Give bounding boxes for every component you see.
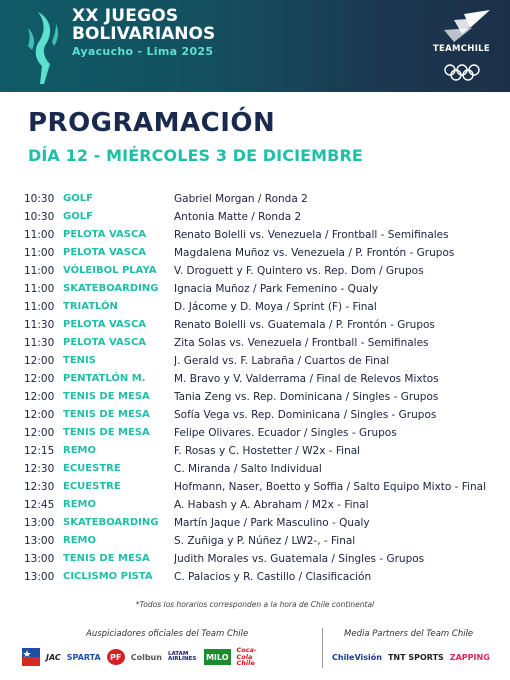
schedule-event: Renato Bolelli vs. Guatemala / P. Frontón - Grupos (174, 319, 435, 331)
games-title-line3: Ayacucho - Lima 2025 (72, 45, 214, 58)
schedule-event: Zita Solas vs. Venezuela / Frontball - Semifinales (174, 337, 429, 349)
schedule-time: 13:00 (24, 553, 55, 565)
schedule-time: 12:30 (24, 463, 55, 475)
schedule-event: Felipe Olivares. Ecuador / Singles - Grupos (174, 427, 397, 439)
schedule-sport: REMO (63, 499, 96, 510)
schedule-sport: TENIS DE MESA (63, 553, 150, 564)
schedule-sport: PENTATLÓN M. (63, 373, 146, 384)
schedule-event: J. Gerald vs. F. Labraña / Cuartos de Final (174, 355, 390, 367)
sponsor-logo-milo: MILO (204, 649, 231, 665)
schedule-event: C. Palacios y R. Castillo / Clasificación (174, 571, 372, 583)
schedule-event: Antonia Matte / Ronda 2 (174, 211, 302, 223)
schedule-row (24, 190, 494, 208)
schedule-time: 12:45 (24, 499, 55, 511)
official-sponsors-label: Auspiciadores oficiales del Team Chile (86, 629, 249, 639)
schedule-row (24, 496, 494, 514)
games-title (72, 8, 215, 57)
schedule-time: 12:00 (24, 355, 55, 367)
schedule-row (24, 514, 494, 532)
teamchile-label: TEAMCHILE (432, 44, 490, 54)
schedule-time: 11:00 (24, 283, 55, 295)
day-subtitle: DÍA 12 - MIÉRCOLES 3 DE DICIEMBRE (28, 146, 363, 165)
schedule-event: Tania Zeng vs. Rep. Dominicana / Singles - Grupos (174, 391, 439, 403)
schedule-row (24, 460, 494, 478)
schedule-row (24, 298, 494, 316)
media-partners-label: Media Partners del Team Chile (344, 629, 474, 639)
schedule-time: 12:00 (24, 409, 55, 421)
schedule-row (24, 280, 494, 298)
media-logo-zapping: ZAPPING (449, 652, 490, 662)
schedule-sport: PELOTA VASCA (63, 247, 147, 258)
schedule-time: 12:00 (24, 391, 55, 403)
footnote: *Todos los horarios corresponden a la hora de Chile continental (135, 600, 375, 609)
schedule-sport: ECUESTRE (63, 481, 121, 492)
schedule-row (24, 226, 494, 244)
sponsor-logo-colbun: Colbun (130, 652, 162, 662)
schedule-event: Gabriel Morgan / Ronda 2 (174, 193, 308, 205)
schedule-time: 12:30 (24, 481, 55, 493)
schedule-sport: SKATEBOARDING (63, 517, 159, 528)
schedule-event: Ignacia Muñoz / Park Femenino - Qualy (174, 283, 379, 295)
sponsor-logo-cocacola: Coca-Cola Chile (236, 646, 257, 668)
schedule-sport: TENIS DE MESA (63, 391, 150, 402)
schedule-row (24, 262, 494, 280)
schedule-time: 12:00 (24, 427, 55, 439)
schedule-event: M. Bravo y V. Valderrama / Final de Relevos Mixtos (174, 373, 439, 385)
schedule-row (24, 568, 494, 586)
schedule-sport: TENIS (63, 355, 96, 366)
schedule-event: A. Habash y A. Abraham / M2x - Final (174, 499, 369, 511)
schedule-row (24, 478, 494, 496)
schedule-sport: VÓLEIBOL PLAYA (63, 265, 157, 276)
header-banner (0, 0, 510, 92)
schedule-row (24, 334, 494, 352)
schedule-event: Martín Jaque / Park Masculino - Qualy (174, 517, 370, 529)
schedule-row (24, 550, 494, 568)
schedule-sport: PELOTA VASCA (63, 319, 147, 330)
schedule-time: 12:00 (24, 373, 55, 385)
schedule-event: D. Jácome y D. Moya / Sprint (F) - Final (174, 301, 377, 313)
schedule-event: Renato Bolelli vs. Venezuela / Frontball - Semifinales (174, 229, 449, 241)
schedule-sport: TENIS DE MESA (63, 427, 150, 438)
schedule-row (24, 406, 494, 424)
games-title-line2: BOLIVARIANOS (72, 24, 216, 44)
schedule-row (24, 442, 494, 460)
schedule-event: Hofmann, Naser, Boetto y Soffia / Salto Equipo Mixto - Final (174, 481, 486, 493)
schedule-sport: PELOTA VASCA (63, 337, 147, 348)
schedule-row (24, 316, 494, 334)
media-logo-chilevision: ChileVisión (332, 652, 382, 662)
schedule-time: 10:30 (24, 193, 55, 205)
media-partner-logos (332, 648, 490, 666)
sponsor-divider (322, 628, 323, 668)
schedule-sport: GOLF (63, 211, 93, 222)
chile-government-logo-icon (22, 648, 40, 666)
schedule-sport: GOLF (63, 193, 93, 204)
schedule-event: Judith Morales vs. Guatemala / Singles - Grupos (174, 553, 425, 565)
page-title: PROGRAMACIÓN (28, 108, 276, 138)
schedule-row (24, 424, 494, 442)
sponsor-logo-latam: LATAM AIRLINES (167, 650, 197, 662)
schedule-time: 13:00 (24, 535, 55, 547)
sponsor-logo-pf: PF (107, 649, 125, 665)
schedule-time: 11:00 (24, 247, 55, 259)
schedule-sport: SKATEBOARDING (63, 283, 159, 294)
schedule-event: S. Zuñiga y P. Núñez / LW2-, - Final (174, 535, 356, 547)
official-sponsor-logos (22, 648, 267, 666)
schedule-time: 11:30 (24, 337, 55, 349)
schedule-time: 13:00 (24, 517, 55, 529)
schedule-event: Sofía Vega vs. Rep. Dominicana / Singles - Grupos (174, 409, 437, 421)
schedule-row (24, 244, 494, 262)
schedule-event: V. Droguett y F. Quintero vs. Rep. Dom / Grupos (174, 265, 424, 277)
schedule-time: 11:00 (24, 301, 55, 313)
games-logo-icon (20, 8, 70, 86)
schedule-row (24, 388, 494, 406)
schedule-sport: REMO (63, 445, 96, 456)
schedule-list (24, 190, 494, 586)
schedule-event: F. Rosas y C. Hostetter / W2x - Final (174, 445, 361, 457)
schedule-sport: ECUESTRE (63, 463, 121, 474)
schedule-row (24, 532, 494, 550)
schedule-row (24, 352, 494, 370)
schedule-sport: TENIS DE MESA (63, 409, 150, 420)
schedule-sport: CICLISMO PISTA (63, 571, 153, 582)
schedule-time: 11:00 (24, 265, 55, 277)
schedule-time: 11:30 (24, 319, 55, 331)
schedule-event: Magdalena Muñoz vs. Venezuela / P. Frontón - Grupos (174, 247, 455, 259)
schedule-sport: TRIATLÓN (63, 301, 118, 312)
schedule-row (24, 370, 494, 388)
media-logo-tnt-sports: TNT SPORTS (387, 652, 444, 662)
schedule-row (24, 208, 494, 226)
schedule-time: 10:30 (24, 211, 55, 223)
schedule-time: 11:00 (24, 229, 55, 241)
schedule-sport: REMO (63, 535, 96, 546)
schedule-time: 13:00 (24, 571, 55, 583)
schedule-time: 12:15 (24, 445, 55, 457)
schedule-event: C. Miranda / Salto Individual (174, 463, 322, 475)
sponsor-logo-sparta: SPARTA (66, 652, 101, 662)
sponsor-logo-jac: JAC (46, 652, 61, 662)
games-title-line1: XX JUEGOS (72, 6, 179, 26)
schedule-sport: PELOTA VASCA (63, 229, 147, 240)
